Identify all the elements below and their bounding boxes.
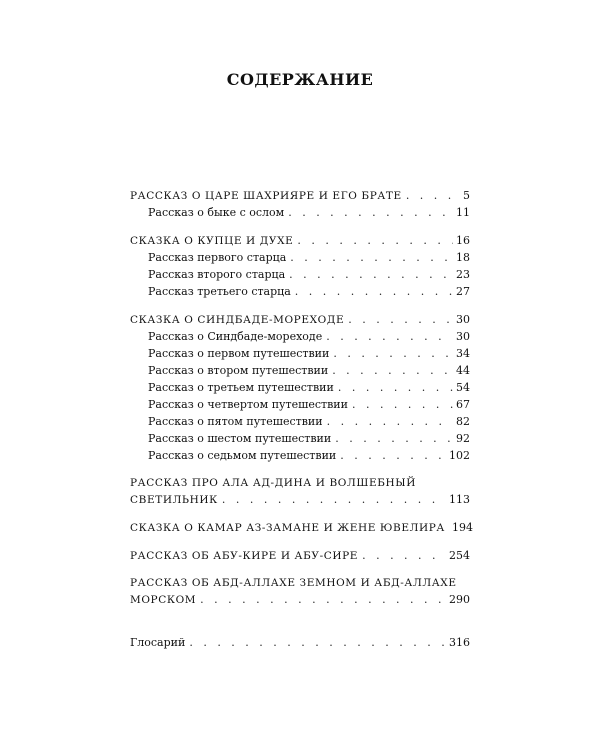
toc-page-number: 30: [456, 313, 470, 326]
toc-page-number: 92: [456, 432, 470, 445]
toc-section: [130, 575, 470, 608]
leader-dots: [362, 547, 446, 564]
toc-entry-line[interactable]: [130, 575, 470, 591]
toc-page-number: 23: [456, 268, 470, 281]
toc-entry-title: РАССКАЗ ПРО АЛА АД-ДИНА И ВОЛШЕБНЫЙ: [130, 477, 416, 489]
toc-page-number: 34: [456, 347, 470, 360]
leader-dots: [295, 283, 453, 300]
toc-page-number: 316: [449, 636, 470, 649]
toc-page-number: 290: [449, 593, 470, 606]
toc-entry-title: Рассказ о втором путешествии: [148, 364, 329, 377]
toc-page-number: 194: [451, 521, 473, 534]
toc-page-number: 67: [456, 398, 470, 411]
toc-entry-title: Рассказ о шестом путешествии: [148, 432, 332, 445]
toc-entry-line[interactable]: [130, 475, 470, 491]
toc-entry-title: Рассказ о четвертом путешествии: [148, 398, 348, 411]
toc-entry[interactable]: [130, 591, 470, 608]
leader-dots: [326, 328, 453, 345]
toc-subentry[interactable]: [130, 266, 470, 283]
leader-dots: [338, 379, 453, 396]
toc-entry-title: СКАЗКА О СИНДБАДЕ-МОРЕХОДЕ: [130, 314, 345, 326]
toc-subentry[interactable]: [130, 447, 470, 464]
toc-section: [130, 475, 470, 508]
toc-entry-title: Рассказ о пятом путешествии: [148, 415, 323, 428]
toc-page-number: 5: [463, 189, 470, 202]
toc-entry-title: СВЕТИЛЬНИК: [130, 494, 218, 506]
leader-dots: [189, 634, 446, 651]
toc-page-number: 44: [456, 364, 470, 377]
toc-page-number: 102: [449, 449, 470, 462]
toc-entry[interactable]: [130, 311, 470, 328]
toc-page-number: 30: [456, 330, 470, 343]
toc-subentry[interactable]: [130, 328, 470, 345]
toc-subentry[interactable]: [130, 396, 470, 413]
leader-dots: [200, 591, 446, 608]
toc-entry-title: Рассказ третьего старца: [148, 285, 291, 298]
toc-entry-title: Глосарий: [130, 636, 186, 649]
toc-entry[interactable]: [130, 634, 470, 651]
toc-subentry[interactable]: [130, 413, 470, 430]
toc-page-number: 54: [456, 381, 470, 394]
toc-section: [130, 232, 470, 300]
toc-entry-title: Рассказ о третьем путешествии: [148, 381, 334, 394]
leader-dots: [333, 345, 453, 362]
toc-subentry[interactable]: [130, 362, 470, 379]
toc-entry-title: РАССКАЗ ОБ АБУ-КИРЕ И АБУ-СИРЕ: [130, 550, 359, 562]
toc-entry-title: РАССКАЗ О ЦАРЕ ШАХРИЯРЕ И ЕГО БРАТЕ: [130, 190, 402, 202]
leader-dots: [340, 447, 446, 464]
toc-page-number: 254: [449, 549, 470, 562]
toc-entry-title: Рассказ второго старца: [148, 268, 286, 281]
toc-subentry[interactable]: [130, 345, 470, 362]
toc-entry-title: СКАЗКА О КАМАР АЗ-ЗАМАНЕ И ЖЕНЕ ЮВЕЛИРА: [130, 522, 445, 534]
toc-page-number: 27: [456, 285, 470, 298]
toc-subentry[interactable]: [130, 249, 470, 266]
toc-section: [130, 519, 473, 536]
toc-entry-title: Рассказ первого старца: [148, 251, 287, 264]
toc-page-number: 113: [449, 493, 470, 506]
toc-page-number: 18: [456, 251, 470, 264]
table-of-contents: [130, 187, 473, 662]
leader-dots: [290, 249, 453, 266]
toc-subentry[interactable]: [130, 379, 470, 396]
leader-dots: [297, 232, 453, 249]
leader-dots: [288, 204, 453, 221]
toc-section: [130, 547, 470, 564]
leader-dots: [222, 491, 446, 508]
toc-subentry[interactable]: [130, 283, 470, 300]
toc-section: [130, 311, 470, 464]
toc-entry-title: Рассказ о Синдбаде-мореходе: [148, 330, 323, 343]
toc-entry-title: МОРСКОМ: [130, 594, 197, 606]
toc-section: [130, 187, 470, 221]
toc-entry-title: Рассказ о первом путешествии: [148, 347, 330, 360]
toc-page-number: 11: [456, 206, 470, 219]
leader-dots: [332, 362, 453, 379]
toc-page-number: 16: [456, 234, 470, 247]
toc-entry[interactable]: [130, 519, 473, 536]
toc-subentry[interactable]: [130, 430, 470, 447]
leader-dots: [335, 430, 453, 447]
toc-entry[interactable]: [130, 547, 470, 564]
leader-dots: [289, 266, 453, 283]
toc-entry[interactable]: [130, 491, 470, 508]
page-title: СОДЕРЖАНИЕ: [226, 70, 374, 89]
toc-entry[interactable]: [130, 187, 470, 204]
leader-dots: [348, 311, 453, 328]
leader-dots: [352, 396, 453, 413]
leader-dots: [327, 413, 453, 430]
toc-entry-title: Рассказ о быке с ослом: [148, 206, 285, 219]
toc-entry[interactable]: [130, 232, 470, 249]
toc-page-number: 82: [456, 415, 470, 428]
toc-section: [130, 634, 470, 651]
toc-subentry[interactable]: [130, 204, 470, 221]
toc-entry-title: Рассказ о седьмом путешествии: [148, 449, 337, 462]
toc-entry-title: РАССКАЗ ОБ АБД-АЛЛАХЕ ЗЕМНОМ И АБД-АЛЛАХЕ: [130, 577, 457, 589]
leader-dots: [406, 187, 455, 204]
toc-entry-title: СКАЗКА О КУПЦЕ И ДУХЕ: [130, 235, 294, 247]
